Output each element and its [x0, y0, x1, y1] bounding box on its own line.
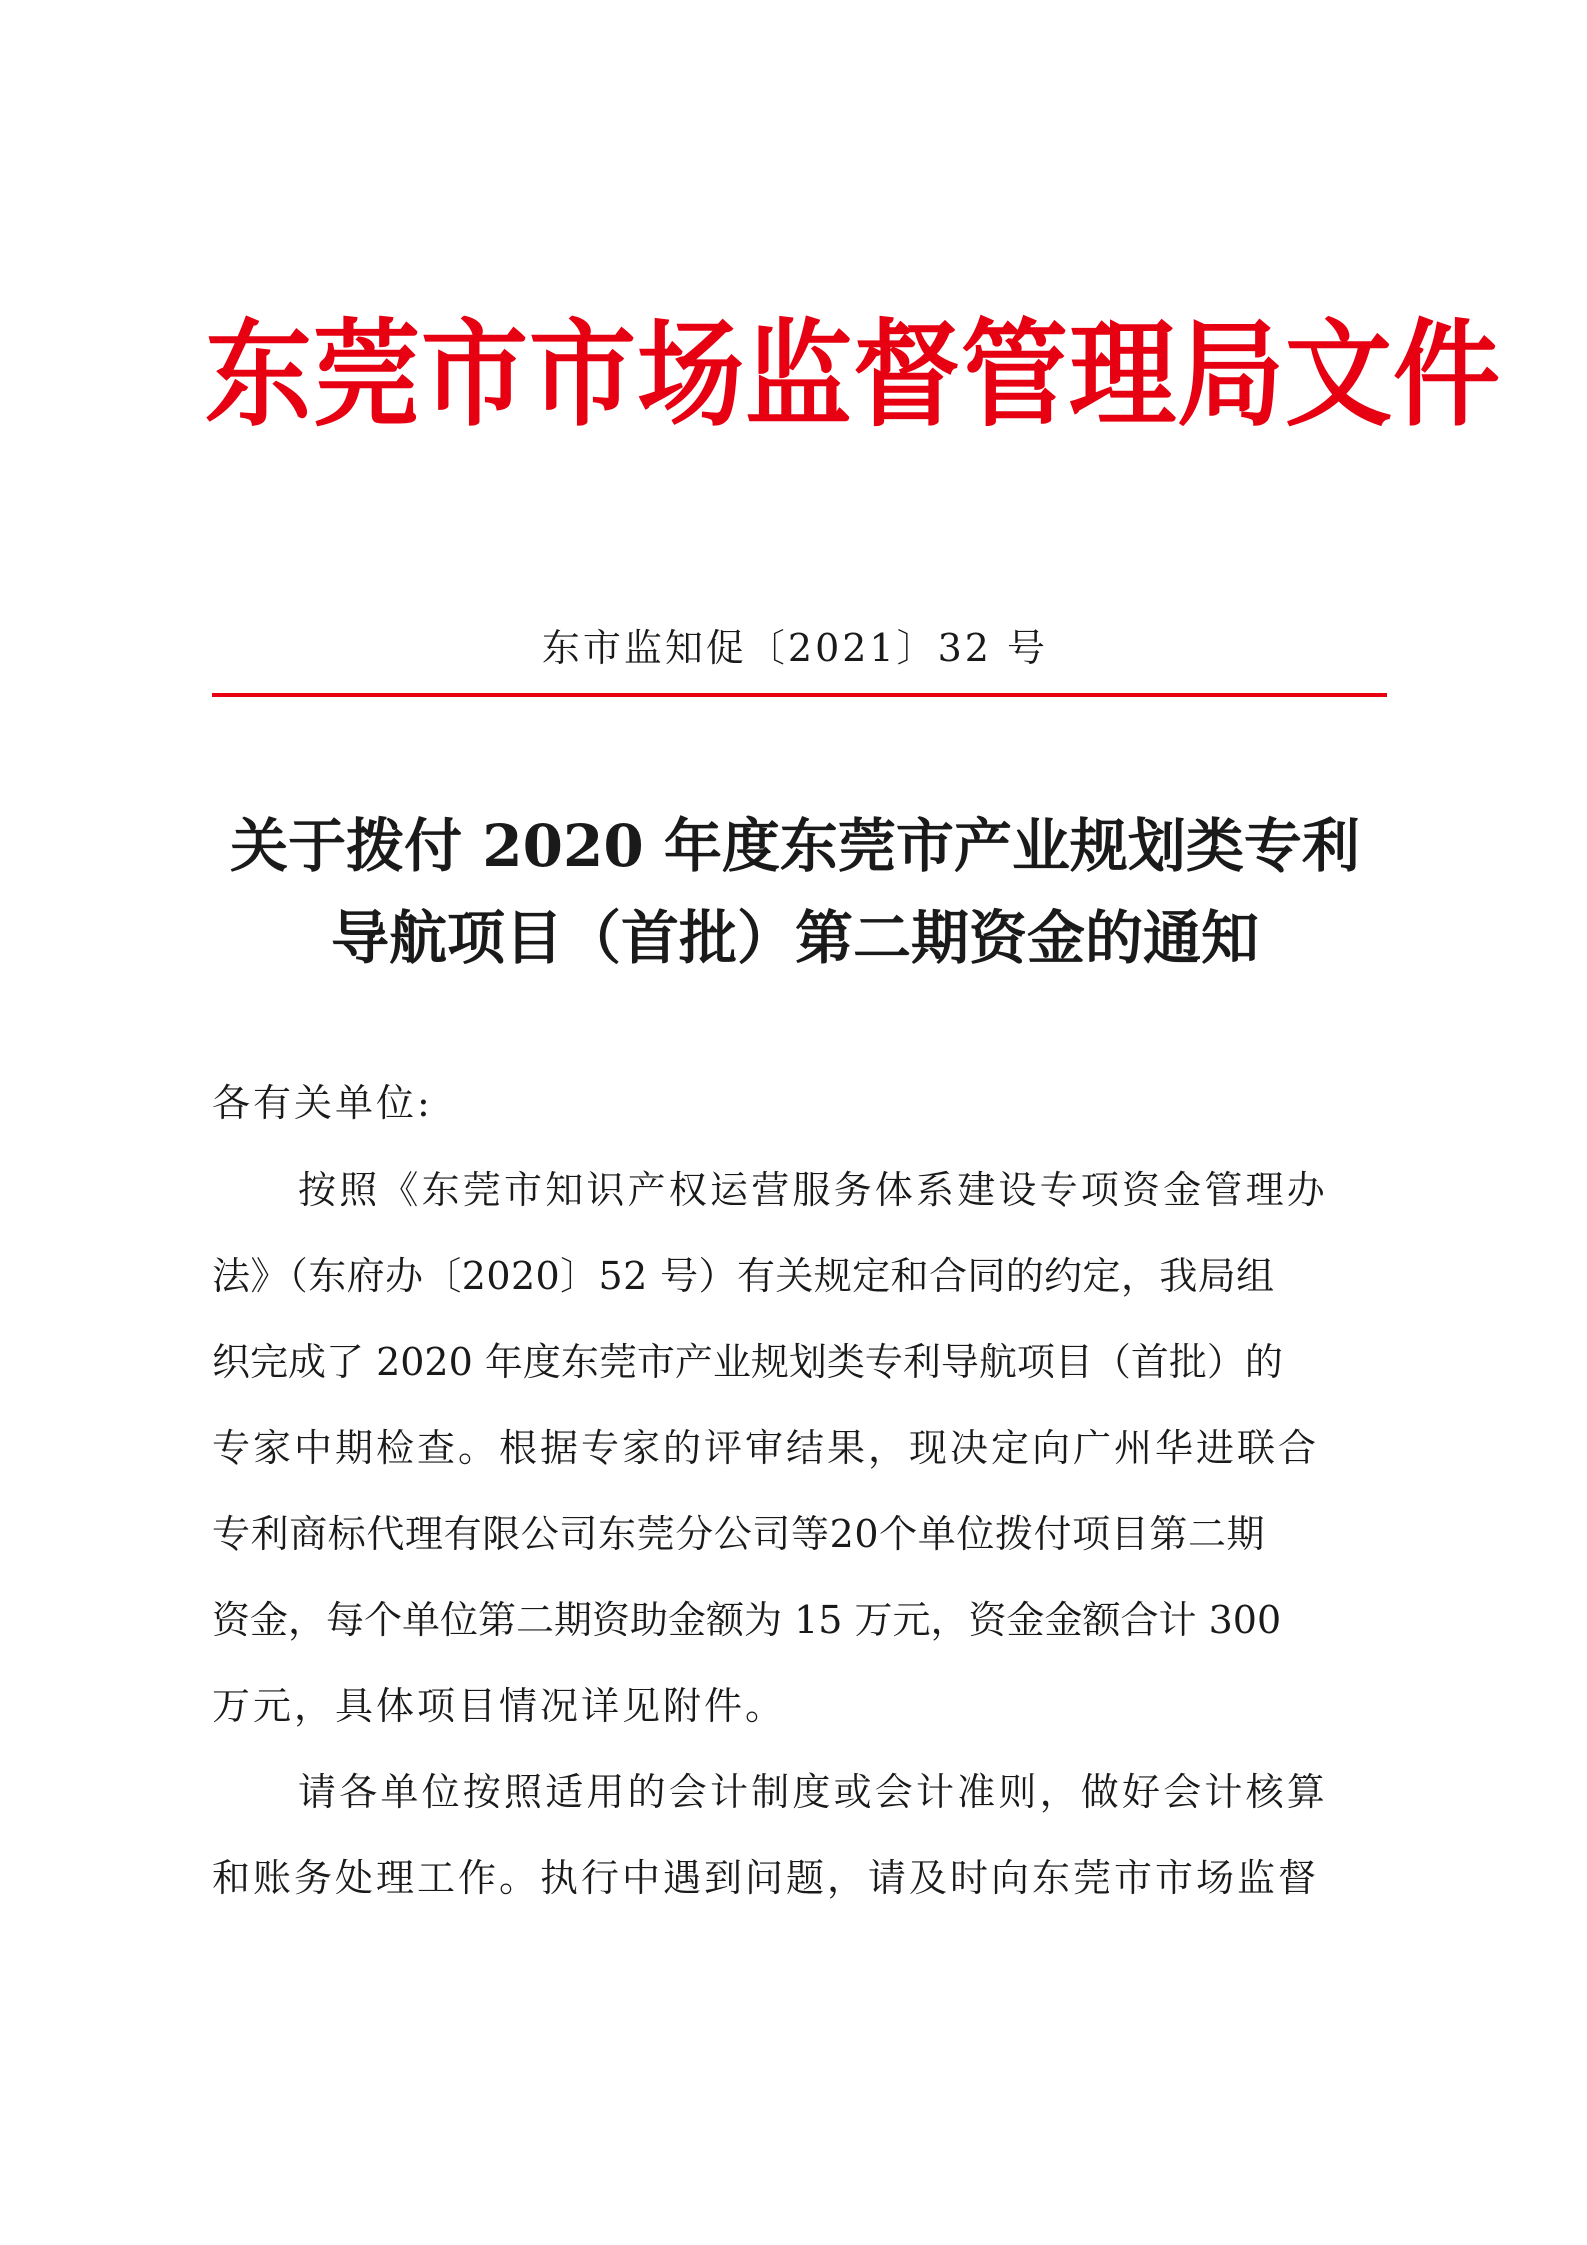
paragraph-1-line-3: 织完成了 2020 年度东莞市产业规划类专利导航项目（首批）的	[212, 1340, 1283, 1384]
paragraph-2-line-2: 和账务处理工作。执行中遇到问题，请及时向东莞市市场监督	[212, 1856, 1320, 1900]
document-number: 东市监知促〔2021〕32 号	[541, 626, 1049, 670]
paragraph-1-line-2: 法》（东府办〔2020〕52 号）有关规定和合同的约定，我局组	[212, 1254, 1275, 1298]
paragraph-1-line-4: 专家中期检查。根据专家的评审结果，现决定向广州华进联合	[212, 1426, 1320, 1470]
paragraph-2-line-1: 请各单位按照适用的会计制度或会计准则，做好会计核算	[298, 1770, 1329, 1814]
red-divider-line	[212, 693, 1387, 697]
masthead-title: 东莞市市场监督管理局文件	[205, 307, 1502, 443]
title-line-2: 导航项目（首批）第二期资金的通知	[330, 904, 1259, 972]
paragraph-1-line-1: 按照《东莞市知识产权运营服务体系建设专项资金管理办	[298, 1168, 1329, 1212]
salutation: 各有关单位:	[212, 1081, 433, 1125]
title-line-1: 关于拨付 2020 年度东莞市产业规划类专利	[230, 812, 1360, 880]
paragraph-1-line-5: 专利商标代理有限公司东莞分公司等20个单位拨付项目第二期	[212, 1512, 1266, 1556]
paragraph-1-line-6: 资金，每个单位第二期资助金额为 15 万元，资金金额合计 300	[212, 1598, 1282, 1642]
notice-title	[205, 800, 1385, 984]
paragraph-1-line-7: 万元，具体项目情况详见附件。	[212, 1684, 787, 1728]
